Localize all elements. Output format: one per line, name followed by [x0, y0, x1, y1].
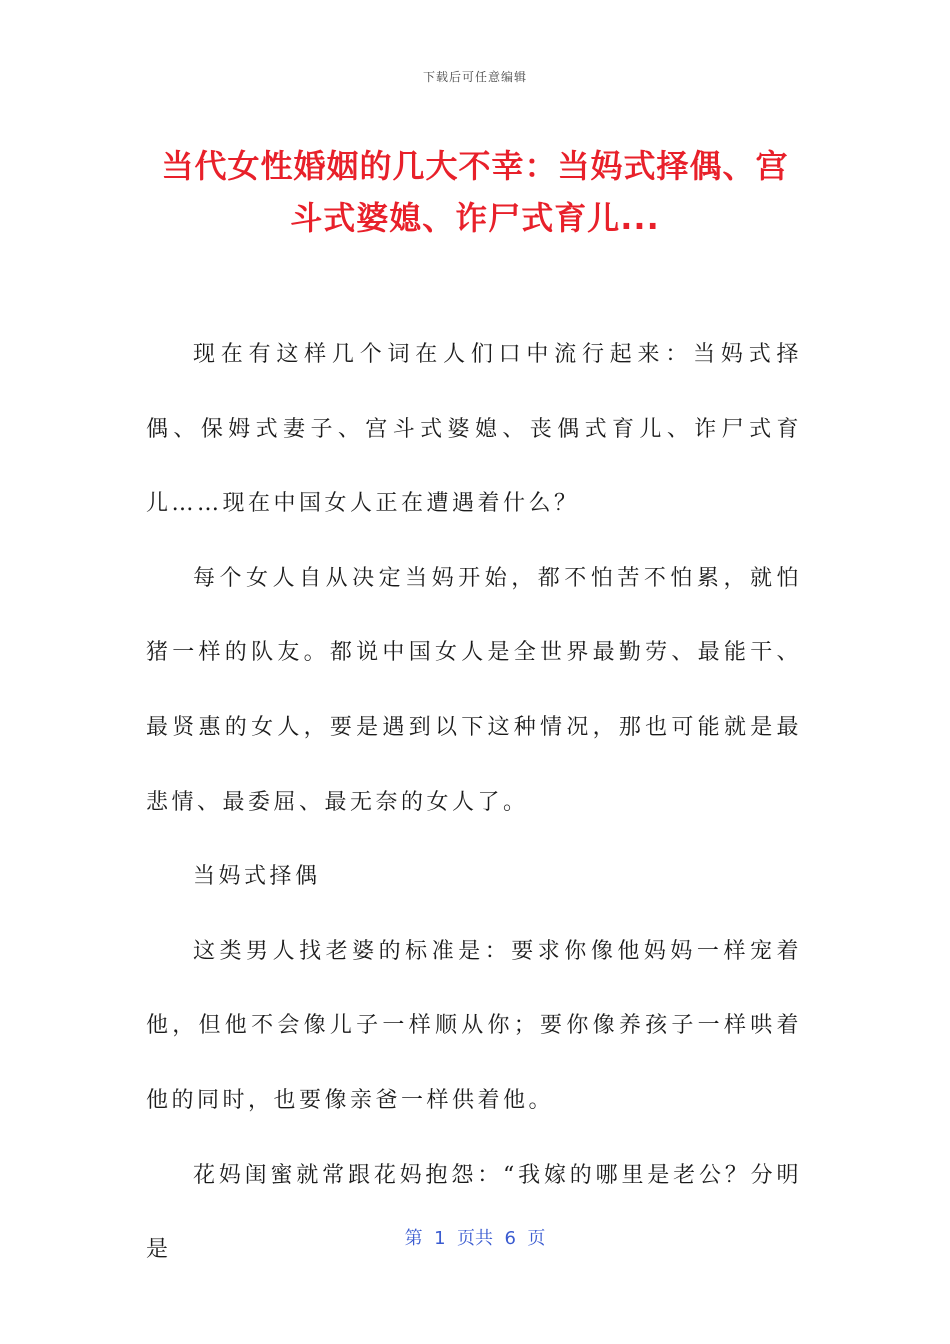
header-note: 下载后可任意编辑 — [422, 70, 527, 84]
document-body — [146, 318, 802, 1288]
document-title — [140, 140, 810, 244]
page-number: 第 1 页共 6 页 — [404, 1228, 546, 1249]
title-line-1: 当代女性婚姻的几大不幸：当妈式择偶、宫 — [161, 147, 789, 185]
section-heading: 当妈式择偶 — [193, 864, 321, 890]
paragraph: 每个女人自从决定当妈开始，都不怕苦不怕累，就怕猪一样的队友。都说中国女人是全世界最勤劳、最能干、最贤惠的女人，要是遇到以下这种情况，那也可能就是最悲情、最委屈、最无奈的女人了。 — [146, 565, 802, 815]
paragraph: 现在有这样几个词在人们口中流行起来：当妈式择偶、保姆式妻子、宫斗式婆媳、丧偶式育儿、诈尸式育儿……现在中国女人正在遭遇着什么？ — [146, 342, 802, 517]
paragraph: 花妈闺蜜就常跟花妈抱怨：“我嫁的哪里是老公？分明是 — [146, 1162, 802, 1263]
paragraph: 这类男人找老婆的标准是：要求你像他妈妈一样宠着他，但他不会像儿子一样顺从你；要你像养孩子一样哄着他的同时，也要像亲爸一样供着他。 — [146, 938, 802, 1113]
title-line-2: 斗式婆媳、诈尸式育儿... — [290, 199, 660, 237]
